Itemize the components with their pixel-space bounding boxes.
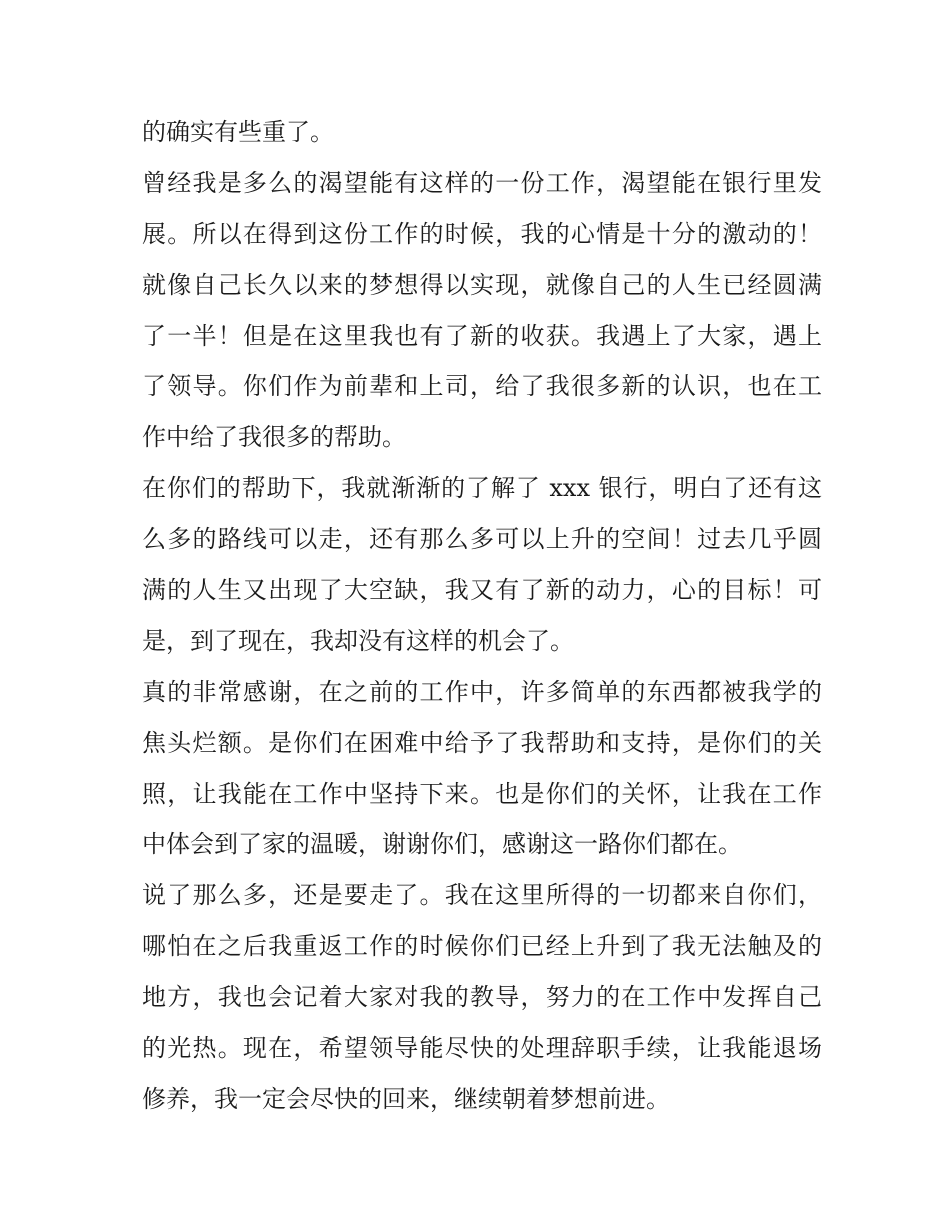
paragraph-line: 中体会到了家的温暖，谢谢你们，感谢这一路你们都在。: [142, 830, 742, 859]
paragraph-line: 的确实有些重了。: [142, 118, 334, 146]
paragraph-line: 了一半！但是在这里我也有了新的收获。我遇上了大家，遇上: [142, 321, 822, 350]
paragraph-line: 真的非常感谢，在之前的工作中，许多简单的东西都被我学的: [142, 677, 822, 706]
paragraph-line: 地方，我也会记着大家对我的教导，努力的在工作中发挥自己: [142, 983, 822, 1012]
paragraph-line: 在你们的帮助下，我就渐渐的了解了 xxx 银行，明白了还有这: [142, 474, 822, 503]
paragraph: [142, 158, 822, 463]
paragraph-line: 照，让我能在工作中坚持下来。也是你们的关怀，让我在工作: [142, 779, 822, 808]
paragraph-line: 曾经我是多么的渴望能有这样的一份工作，渴望能在银行里发: [142, 168, 822, 197]
paragraph: [142, 870, 822, 1124]
paragraph-line: 作中给了我很多的帮助。: [142, 423, 406, 452]
paragraph-line: 修养，我一定会尽快的回来，继续朝着梦想前进。: [142, 1084, 670, 1113]
paragraph-line: 哪怕在之后我重返工作的时候你们已经上升到了我无法触及的: [142, 932, 822, 961]
paragraph-line: 说了那么多，还是要走了。我在这里所得的一切都来自你们，: [142, 881, 822, 910]
paragraph-line: 展。所以在得到这份工作的时候，我的心情是十分的激动的！: [142, 219, 822, 248]
paragraph-line: 的光热。现在，希望领导能尽快的处理辞职手续，让我能退场: [142, 1034, 822, 1063]
paragraph-line: 是，到了现在，我却没有这样的机会了。: [142, 626, 574, 655]
paragraph-line: 满的人生又出现了大空缺，我又有了新的动力，心的目标！可: [142, 576, 822, 605]
paragraph-line: 焦头烂额。是你们在困难中给予了我帮助和支持，是你们的关: [142, 728, 822, 757]
document-body: [142, 107, 822, 1125]
paragraph-line: 了领导。你们作为前辈和上司，给了我很多新的认识，也在工: [142, 372, 822, 401]
paragraph-line: 就像自己长久以来的梦想得以实现，就像自己的人生已经圆满: [142, 270, 822, 299]
paragraph-line: 么多的路线可以走，还有那么多可以上升的空间！过去几乎圆: [142, 525, 822, 554]
paragraph: [142, 667, 822, 871]
paragraph: [142, 463, 822, 667]
paragraph: [142, 107, 822, 158]
